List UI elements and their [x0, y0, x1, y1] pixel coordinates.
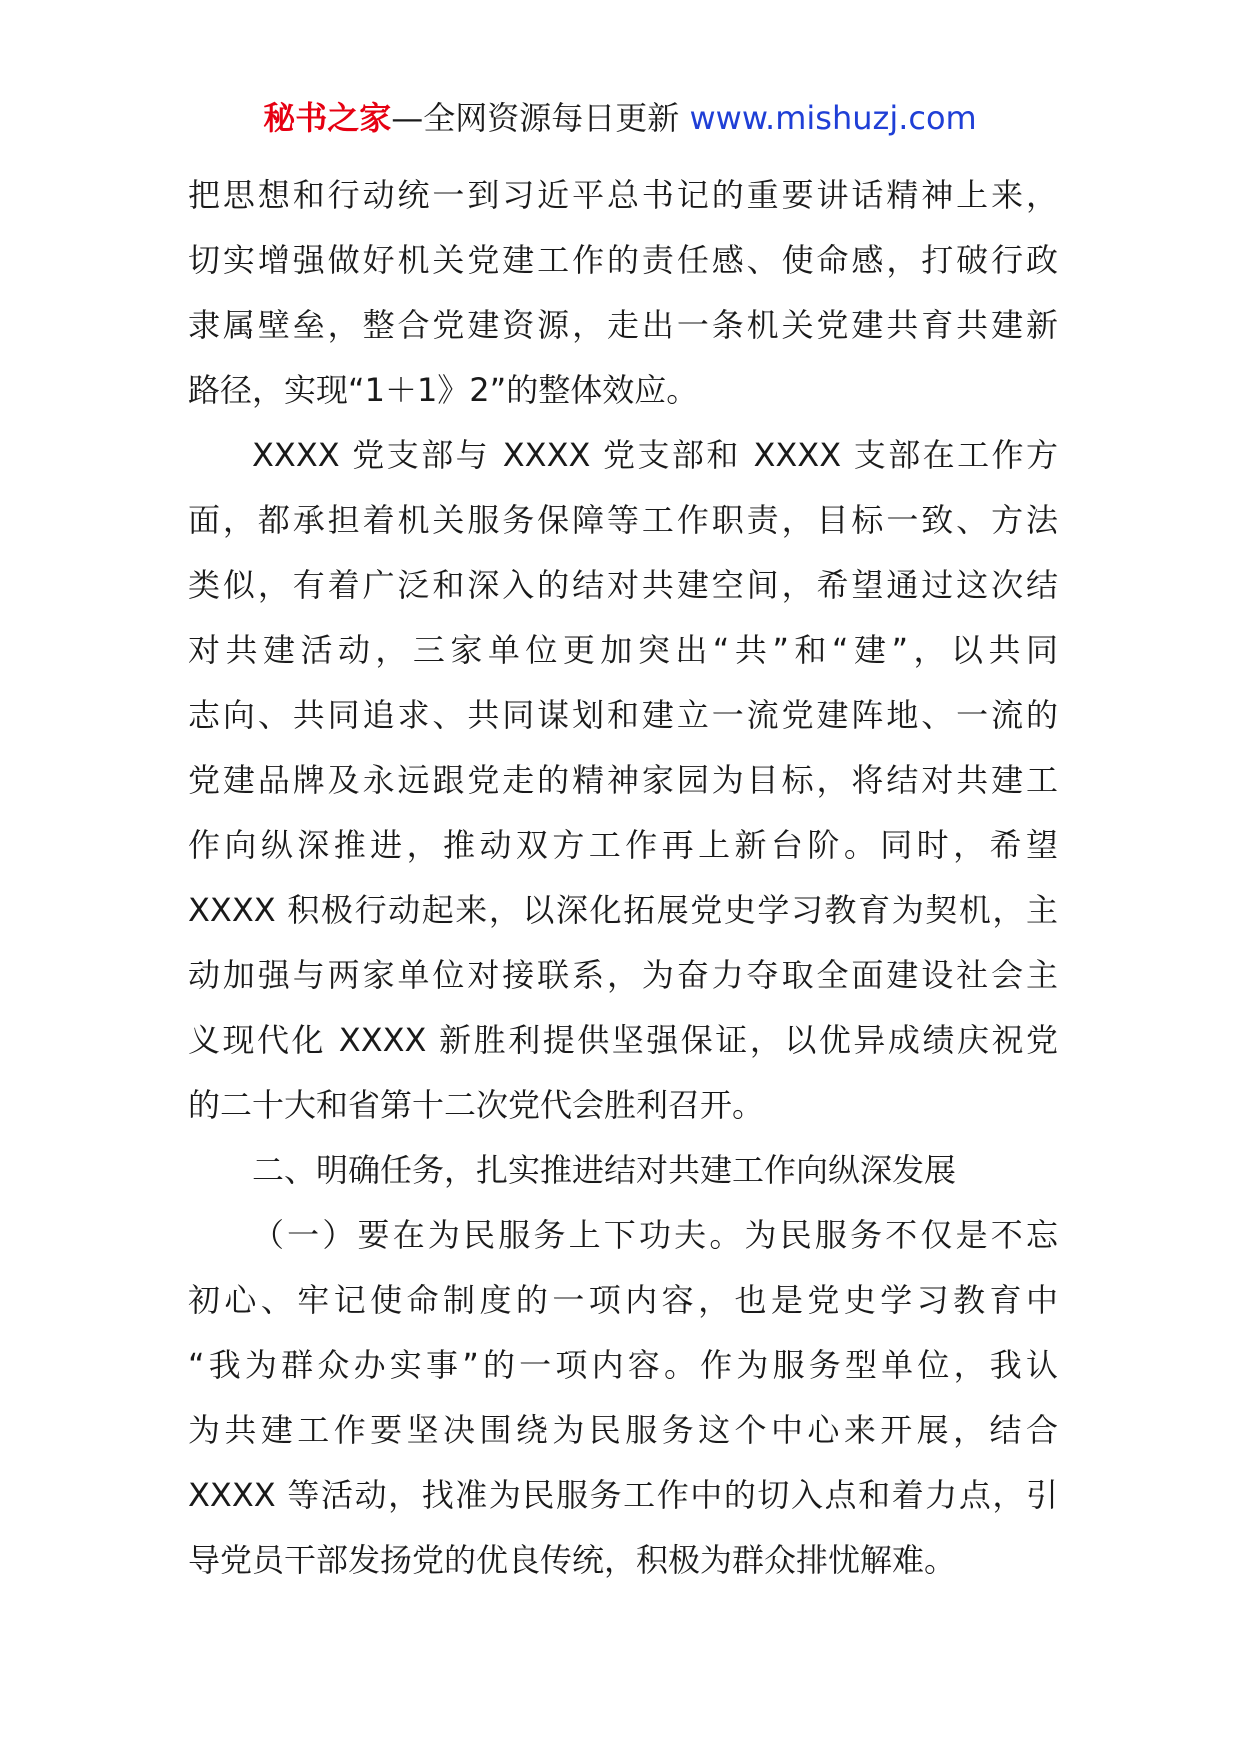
- body-line: “我为群众办实事”的一项内容。作为服务型单位，我认: [188, 1346, 1058, 1384]
- body-line: 路径，实现“1＋1》2”的整体效应。: [188, 371, 699, 409]
- section-heading: 二、明确任务，扎实推进结对共建工作向纵深发展: [252, 1151, 957, 1189]
- body-line: （一）要在为民服务上下功夫。为民服务不仅是不忘: [252, 1216, 1058, 1254]
- body-line: 把思想和行动统一到习近平总书记的重要讲话精神上来，: [188, 176, 1058, 214]
- body-line: 切实增强做好机关党建工作的责任感、使命感，打破行政: [188, 241, 1058, 279]
- body-line: 对共建活动，三家单位更加突出“共”和“建”，以共同: [188, 631, 1058, 669]
- body-line: 类似，有着广泛和深入的结对共建空间，希望通过这次结: [188, 566, 1058, 604]
- body-line: 的二十大和省第十二次党代会胜利召开。: [188, 1086, 765, 1124]
- body-line: 为共建工作要坚决围绕为民服务这个中心来开展，结合: [188, 1411, 1058, 1449]
- body-line: XXXX 等活动，找准为民服务工作中的切入点和着力点，引: [188, 1476, 1058, 1514]
- body-line: 党建品牌及永远跟党走的精神家园为目标，将结对共建工: [188, 761, 1058, 799]
- body-line: 初心、牢记使命制度的一项内容，也是党史学习教育中: [188, 1281, 1058, 1319]
- body-line: 面，都承担着机关服务保障等工作职责，目标一致、方法: [188, 501, 1058, 539]
- body-line: 隶属壁垒，整合党建资源，走出一条机关党建共育共建新: [188, 306, 1058, 344]
- site-header: [0, 96, 1240, 140]
- body-line: 作向纵深推进，推动双方工作再上新台阶。同时，希望: [188, 826, 1058, 864]
- body-line: 动加强与两家单位对接联系，为奋力夺取全面建设社会主: [188, 956, 1058, 994]
- body-line: 义现代化 XXXX 新胜利提供坚强保证，以优异成绩庆祝党: [188, 1021, 1058, 1059]
- site-url-link[interactable]: www.mishuzj.com: [689, 99, 977, 137]
- body-line: 志向、共同追求、共同谋划和建立一流党建阵地、一流的: [188, 696, 1058, 734]
- site-tagline: —全网资源每日更新: [391, 99, 680, 137]
- site-brand: 秘书之家: [263, 99, 392, 137]
- document-body: [188, 163, 1058, 1593]
- body-line: XXXX 党支部与 XXXX 党支部和 XXXX 支部在工作方: [252, 436, 1058, 474]
- body-line: XXXX 积极行动起来，以深化拓展党史学习教育为契机，主: [188, 891, 1058, 929]
- body-line: 导党员干部发扬党的优良传统，积极为群众排忧解难。: [188, 1541, 957, 1579]
